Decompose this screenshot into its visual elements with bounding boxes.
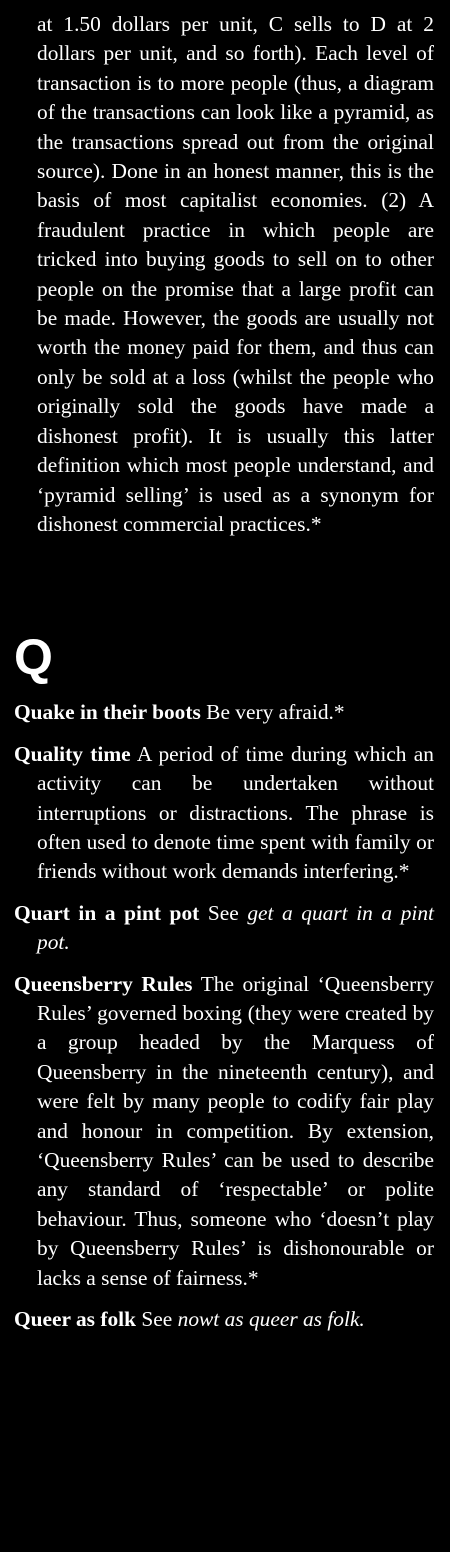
- headword: Queensberry Rules: [14, 971, 193, 996]
- definition: See: [141, 1307, 173, 1332]
- cross-reference: nowt as queer as folk.: [177, 1307, 365, 1332]
- entry-quart-in-a-pint-pot: [14, 899, 434, 958]
- entry-list: [14, 698, 434, 1334]
- entry-quake-in-their-boots: [14, 698, 434, 727]
- entry-queer-as-folk: [14, 1305, 434, 1334]
- entry-quality-time: [14, 740, 434, 887]
- definition: The original ‘Queensberry Rules’ governed boxing (they were created by a group headed by the Marquess of Queensberry in the nineteenth century), and were felt by many people to codify fair play and honour in competition. By extension, ‘Queensberry Rules’ can be used to describe any standard of ‘respectable’ or polite behaviour. Thus, someone who ‘doesn’t play by Queensberry Rules’ is dishonourable or lacks a sense of fairness.*: [37, 971, 435, 1290]
- definition: A period of time during which an activity can be undertaken without interruptions or distractions. The phrase is often used to denote time spent with family or friends without work demands interfering.*: [37, 741, 434, 884]
- continued-entry-text: at 1.50 dollars per unit, C sells to D at 2 dollars per unit, and so forth). Each level of transaction is to more people (thus, a diagram of the transactions can look like a pyramid, as the transactions spread out from the original source). Done in an honest manner, this is the basis of most capitalist economies. (2) A fraudulent practice in which people are tricked into buying goods to sell on to other people on the promise that a large profit can be made. However, the goods are usually not worth the money paid for them, and thus can only be sold at a loss (whilst the people who originally sold the goods have made a dishonest profit). It is usually this latter definition which most people understand, and ‘pyramid selling’ is used as a synonym for dishonest commercial practices.*: [37, 12, 434, 536]
- definition: See: [207, 900, 239, 925]
- headword: Quality time: [14, 741, 131, 766]
- cross-reference: get a quart in a pint pot.: [37, 900, 434, 955]
- headword: Quart in a pint pot: [14, 900, 200, 925]
- entry-queensberry-rules: [14, 970, 434, 1293]
- headword: Quake in their boots: [14, 700, 201, 725]
- definition: Be very afraid.*: [206, 700, 345, 725]
- headword: Queer as folk: [14, 1307, 137, 1332]
- section-letter-heading: Q: [14, 629, 53, 686]
